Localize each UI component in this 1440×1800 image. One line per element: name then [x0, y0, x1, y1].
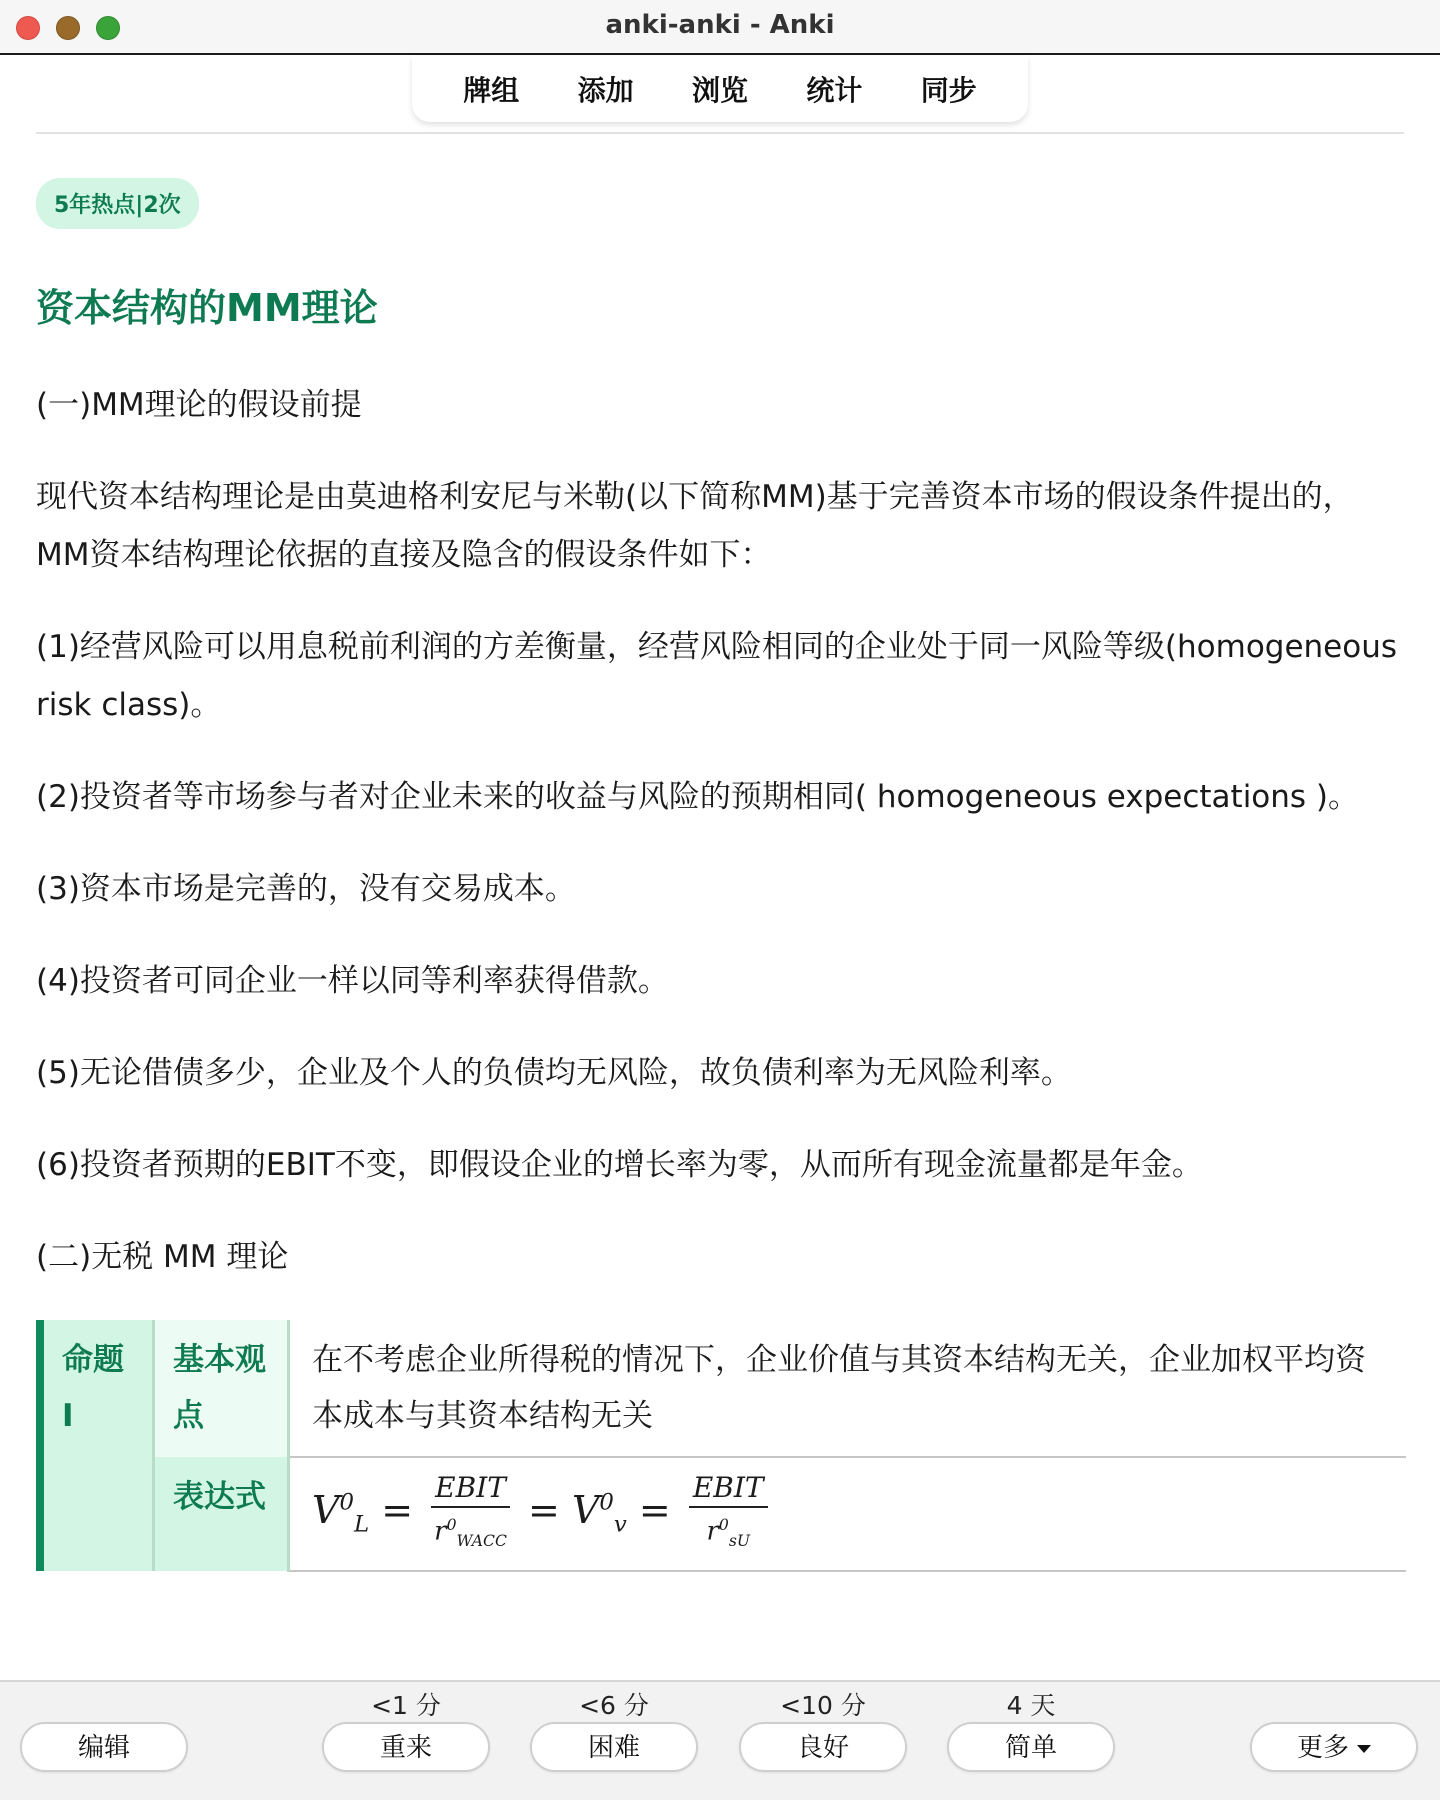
easy-interval: 4 天 — [1006, 1691, 1056, 1720]
section-title-assumptions: (一)MM理论的假设前提 — [36, 387, 362, 423]
nav-sync[interactable]: 同步 — [920, 74, 977, 107]
card-heading: 资本结构的MM理论 — [36, 286, 378, 330]
card-content — [36, 178, 1406, 1572]
intro-paragraph: 现代资本结构理论是由莫迪格利安尼与米勒(以下简称MM)基于完善资本市场的假设条件提出的，MM资本结构理论依据的直接及隐含的假设条件如下： — [36, 479, 1354, 573]
nav-stats[interactable]: 统计 — [806, 74, 863, 107]
assumption-item: (2)投资者等市场参与者对企业未来的收益与风险的预期相同( homogeneous expectations )。 — [36, 779, 1360, 815]
row-label-basic-view: 基本观点 — [154, 1320, 289, 1457]
title-bar — [0, 0, 1440, 55]
assumption-item: (4)投资者可同企业一样以同等利率获得借款。 — [36, 963, 669, 999]
basic-view-text: 在不考虑企业所得税的情况下，企业价值与其资本结构无关，企业加权平均资本成本与其资本结构无关 — [289, 1320, 1407, 1457]
assumption-item: (3)资本市场是完善的，没有交易成本。 — [36, 871, 576, 907]
hot-topic-badge: 5年热点|2次 — [36, 178, 199, 229]
more-button[interactable] — [1250, 1722, 1418, 1772]
assumption-item: (5)无论借债多少，企业及个人的负债均无风险，故负债利率为无风险利率。 — [36, 1055, 1072, 1091]
section-title-no-tax: (二)无税 MM 理论 — [36, 1239, 289, 1275]
hard-button[interactable]: 困难 — [530, 1722, 698, 1772]
more-button-label: 更多 — [1296, 1733, 1349, 1763]
review-bottom-bar — [0, 1680, 1440, 1800]
edit-button[interactable]: 编辑 — [20, 1722, 188, 1772]
row-label-expression: 表达式 — [154, 1457, 289, 1571]
good-interval: <10 分 — [780, 1691, 866, 1720]
formula: $V^0_L$ = $\frac{\text{EBIT}}{r^0_{WACC}}$ = $V^0_v$ = $\frac{\text{EBIT}}{r^0_{sU}}$ — [312, 1488, 774, 1532]
assumption-item: (6)投资者预期的EBIT不变，即假设企业的增长率为零，从而所有现金流量都是年金。 — [36, 1147, 1203, 1183]
again-interval: <1 分 — [371, 1691, 441, 1720]
window-title: anki-anki - Anki — [605, 10, 835, 40]
easy-button[interactable]: 简单 — [947, 1722, 1115, 1772]
nav-decks[interactable]: 牌组 — [463, 74, 520, 107]
caret-down-icon — [1357, 1745, 1371, 1753]
toolbar-divider — [36, 132, 1404, 134]
nav-browse[interactable]: 浏览 — [691, 74, 748, 107]
again-button[interactable]: 重来 — [322, 1722, 490, 1772]
hard-interval: <6 分 — [579, 1691, 649, 1720]
mm-theory-table — [36, 1320, 1406, 1572]
formula-cell — [289, 1457, 1407, 1571]
top-toolbar — [412, 56, 1028, 122]
nav-add[interactable]: 添加 — [577, 74, 634, 107]
proposition-label: 命题 I — [40, 1320, 154, 1571]
good-button[interactable]: 良好 — [739, 1722, 907, 1772]
assumption-item: (1)经营风险可以用息税前利润的方差衡量，经营风险相同的企业处于同一风险等级(homogeneous risk class)。 — [36, 629, 1398, 723]
